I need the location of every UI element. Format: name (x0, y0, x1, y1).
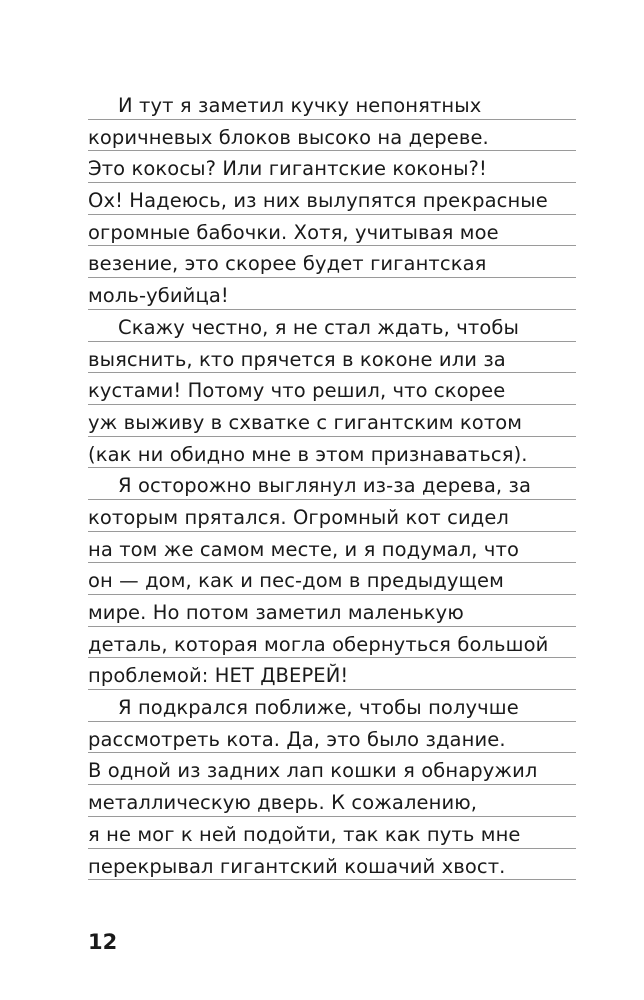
text-line (88, 849, 576, 881)
text-line-content: на том же самом месте, и я подумал, что (88, 537, 519, 561)
text-line (88, 690, 576, 722)
text-line-content: Это кокосы? Или гигантские коконы?! (88, 157, 487, 181)
text-line (88, 183, 576, 215)
text-line-content: (как ни обидно мне в этом признаваться). (88, 442, 528, 466)
page-number: 12 (88, 930, 118, 954)
text-line (88, 817, 576, 849)
text-line (88, 120, 576, 152)
text-line-content: перекрывал гигантский кошачий хвост. (88, 854, 506, 878)
text-line-content: коричневых блоков высоко на дереве. (88, 125, 489, 149)
text-line-content: Ох! Надеюсь, из них вылупятся прекрасные (88, 189, 548, 213)
text-line-content: деталь, которая могла обернуться большой (88, 632, 549, 656)
text-line (88, 658, 576, 690)
text-line (88, 722, 576, 754)
text-line-content: В одной из задних лап кошки я обнаружил (88, 759, 538, 783)
text-line (88, 405, 576, 437)
text-line-content: уж выживу в схватке с гигантским котом (88, 410, 523, 434)
text-line-content: моль-убийца! (88, 284, 229, 308)
ruled-text-block (88, 88, 576, 880)
text-line (88, 342, 576, 374)
text-line (88, 310, 576, 342)
text-line (88, 627, 576, 659)
text-line (88, 151, 576, 183)
text-line (88, 373, 576, 405)
text-line (88, 563, 576, 595)
text-line (88, 753, 576, 785)
text-line (88, 437, 576, 469)
text-line-content: везение, это скорее будет гигантская (88, 252, 487, 276)
text-line-content: он — дом, как и пес-дом в предыдущем (88, 569, 504, 593)
text-line-content: проблемой: НЕТ ДВЕРЕЙ! (88, 664, 349, 688)
text-line-content: огромные бабочки. Хотя, учитывая мое (88, 220, 499, 244)
text-line (88, 215, 576, 247)
text-line-content: мире. Но потом заметил маленькую (88, 601, 464, 624)
text-line (88, 246, 576, 278)
text-line (88, 468, 576, 500)
text-line-content: которым прятался. Огромный кот сидел (88, 505, 509, 529)
text-line-content: Я подкрался поближе, чтобы получше (118, 696, 519, 720)
text-line-content: рассмотреть кота. Да, это было здание. (88, 727, 506, 751)
text-line (88, 595, 576, 627)
text-line (88, 88, 576, 120)
text-line (88, 532, 576, 564)
text-line-content: выяснить, кто прячется в коконе или за (88, 347, 506, 371)
text-line-content: металлическую дверь. К сожалению, (88, 791, 478, 815)
text-line-content: И тут я заметил кучку непонятных (118, 94, 482, 117)
text-line-content: кустами! Потому что решил, что скорее (88, 379, 506, 403)
text-line (88, 278, 576, 310)
text-line-content: Я осторожно выглянул из-за дерева, за (118, 474, 532, 498)
text-line (88, 500, 576, 532)
text-line (88, 785, 576, 817)
text-line-content: я не мог к ней подойти, так как путь мне (88, 822, 521, 846)
text-line-content: Скажу честно, я не стал ждать, чтобы (118, 315, 519, 339)
